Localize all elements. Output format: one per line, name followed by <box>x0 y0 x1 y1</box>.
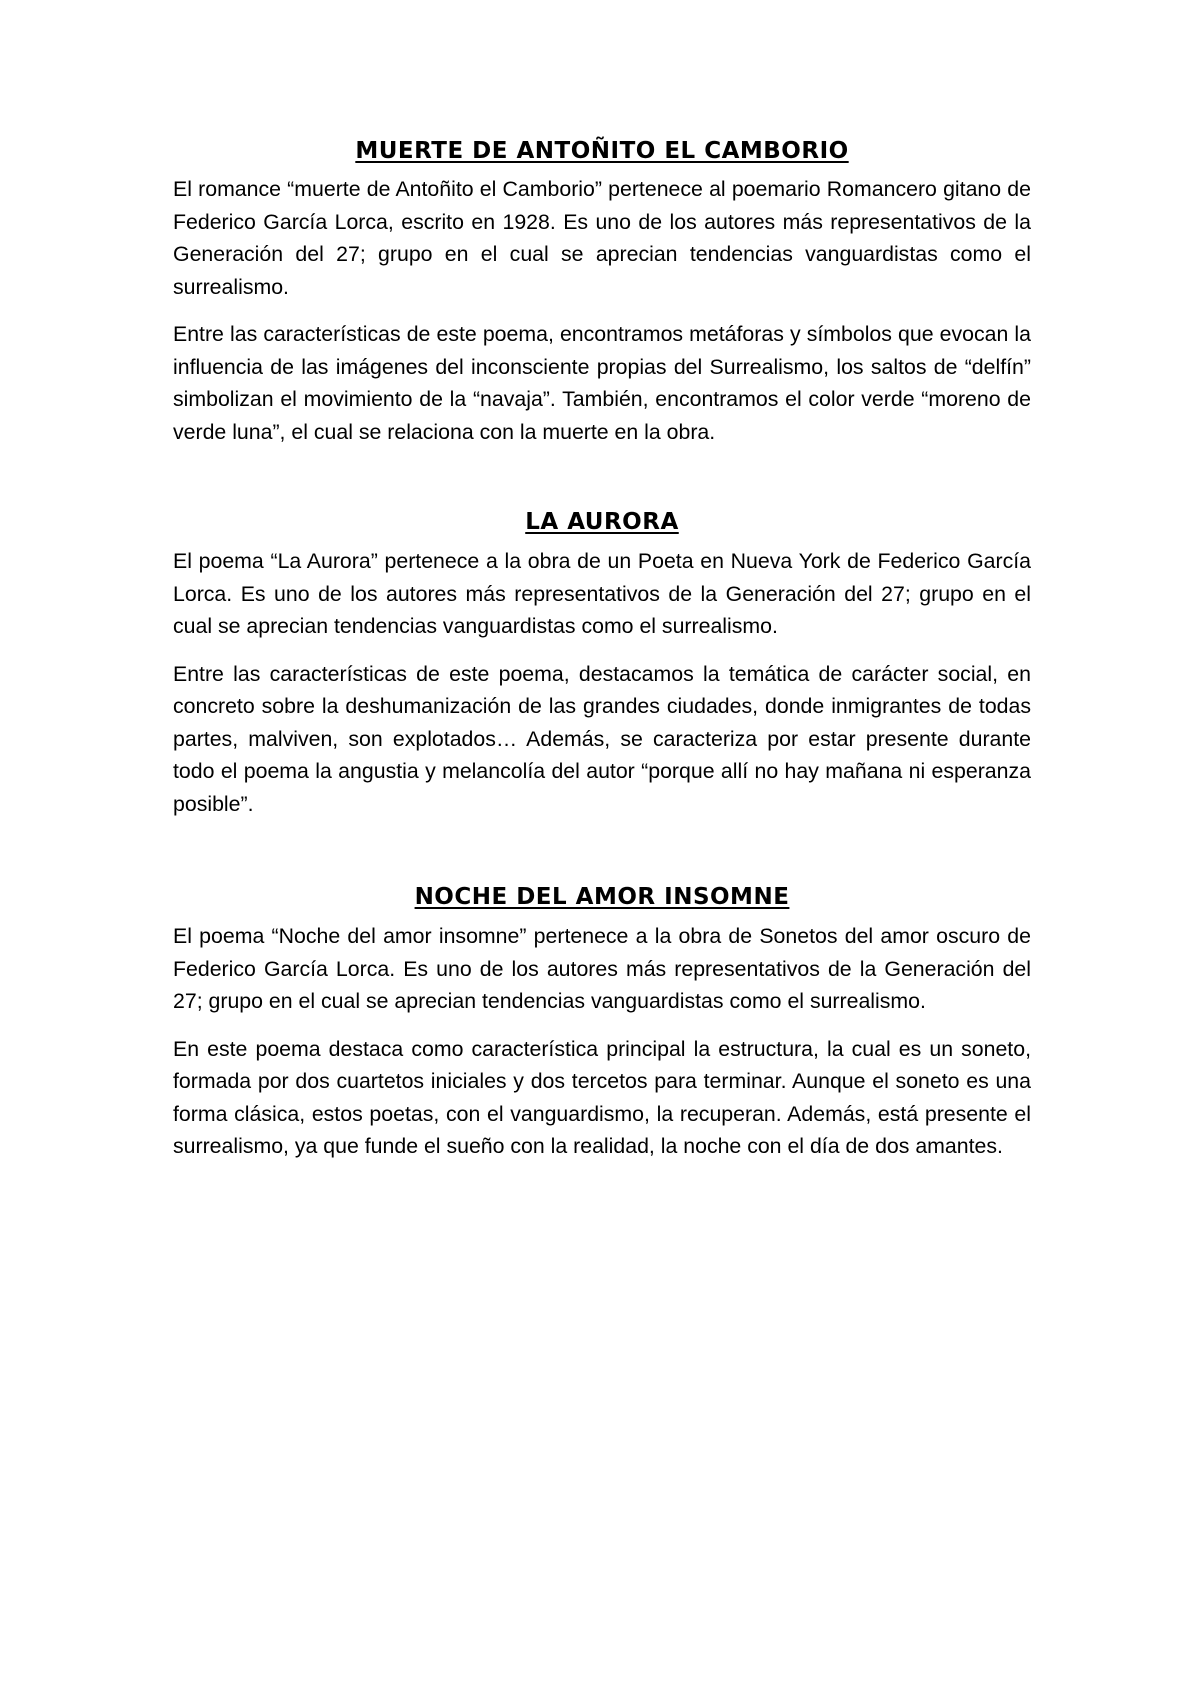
section-noche-del-amor-insomne <box>173 882 1031 1163</box>
section-muerte-de-antonito <box>173 136 1031 448</box>
paragraph: En este poema destaca como característica principal la estructura, la cual es un soneto, formada por dos cuartetos iniciales y dos tercetos para terminar. Aunque el soneto es una forma clásica, estos poetas, con el vanguardismo, la recuperan. Además, está presente el surrealismo, ya que funde el sueño con la realidad, la noche con el día de dos amantes. <box>173 1036 1031 1158</box>
paragraph: El poema “Noche del amor insomne” pertenece a la obra de Sonetos del amor oscuro de Federico García Lorca. Es uno de los autores más representativos de la Generación del 27; grupo en el cual se aprecian tendencias vanguardistas como el surrealismo. <box>173 924 1031 1013</box>
paragraph: El romance “muerte de Antoñito el Camborio” pertenece al poemario Romancero gitano de Federico García Lorca, escrito en 1928. Es uno de los autores más representativos de la Generación del 27; grupo en el cual se aprecian tendencias vanguardistas como el surrealismo. <box>173 177 1031 299</box>
paragraph: Entre las características de este poema, encontramos metáforas y símbolos que evocan la influencia de las imágenes del inconsciente propias del Surrealismo, los saltos de “delfín” simbolizan el movimiento de la “navaja”. También, encontramos el color verde “moreno de verde luna”, el cual se relaciona con la muerte en la obra. <box>173 322 1031 444</box>
paragraph: Entre las características de este poema, destacamos la temática de carácter social, en concreto sobre la deshumanización de las grandes ciudades, donde inmigrantes de todas partes, malviven, son explotados… Además, se caracteriza por estar presente durante todo el poema la angustia y melancolía del autor “porque allí no hay mañana ni esperanza posible”. <box>173 661 1031 816</box>
section-title: MUERTE DE ANTOÑITO EL CAMBORIO <box>355 138 849 164</box>
section-title: NOCHE DEL AMOR INSOMNE <box>414 884 790 910</box>
document-page <box>173 136 1031 1163</box>
paragraph: El poema “La Aurora” pertenece a la obra de un Poeta en Nueva York de Federico García Lorca. Es uno de los autores más representativos de la Generación del 27; grupo en el cual se aprecian tendencias vanguardistas como el surrealismo. <box>173 549 1031 638</box>
section-la-aurora <box>173 507 1031 820</box>
section-title: LA AURORA <box>525 509 679 535</box>
